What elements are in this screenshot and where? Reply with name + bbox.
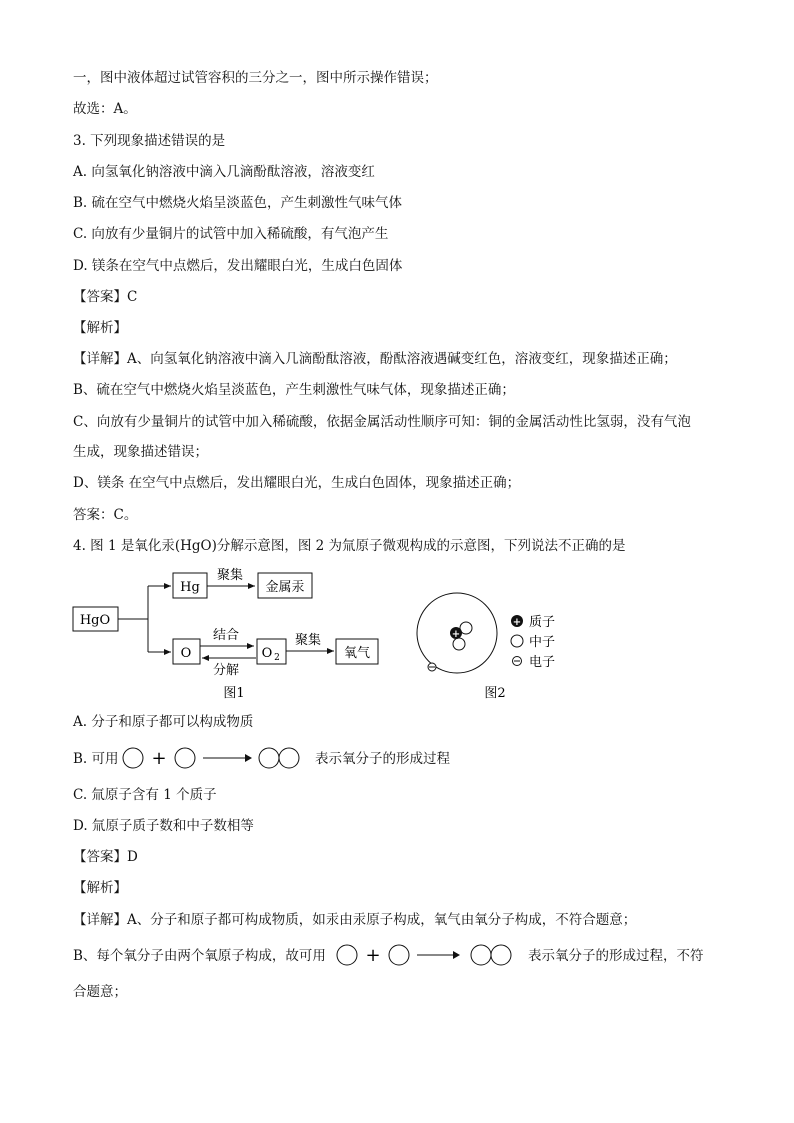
q3-option-d: D. 镁条在空气中点燃后，发出耀眼白光，生成白色固体 bbox=[73, 258, 403, 274]
hgo-label: HgO bbox=[79, 613, 111, 628]
legend-neutron: 中子 bbox=[529, 635, 556, 650]
svg-text:+: + bbox=[512, 617, 522, 628]
q3-option-c: C. 向放有少量铜片的试管中加入稀硫酸，有气泡产生 bbox=[73, 226, 389, 242]
q3-detail-d: D、镁条 在空气中点燃后，发出耀眼白光，生成白色固体，现象描述正确； bbox=[73, 475, 521, 491]
oxygen-formation-figure-1 bbox=[121, 746, 306, 770]
legend-neutron-icon bbox=[511, 635, 523, 647]
q3-detail-c2: 生成，现象描述错误； bbox=[73, 444, 208, 460]
mercury-label: 金属汞 bbox=[265, 580, 305, 595]
gather-label-1: 聚集 bbox=[216, 568, 244, 583]
gather-label-2: 聚集 bbox=[294, 633, 322, 648]
q3-analysis-label: 【解析】 bbox=[73, 320, 127, 336]
q4-analysis-label: 【解析】 bbox=[73, 880, 127, 896]
figure2-caption: 图2 bbox=[484, 686, 506, 701]
q4-answer: 【答案】D bbox=[73, 849, 138, 865]
svg-text:+: + bbox=[451, 629, 461, 640]
text-line-2: 故选：A。 bbox=[73, 101, 137, 117]
svg-text:+: + bbox=[151, 748, 167, 769]
q4-option-a: A. 分子和原子都可以构成物质 bbox=[73, 714, 254, 730]
q3-option-b: B. 硫在空气中燃烧火焰呈淡蓝色，产生刺激性气味气体 bbox=[73, 195, 403, 211]
q4-detail-b-post: 表示氧分子的形成过程，不符 bbox=[528, 948, 704, 964]
q3-final-answer: 答案：C。 bbox=[73, 507, 138, 523]
q4-option-b-pre: B. 可用 bbox=[73, 751, 119, 767]
q3-answer: 【答案】C bbox=[73, 289, 138, 305]
oxygen-formation-figure-2 bbox=[335, 943, 520, 967]
q4-detail-b-line2: 合题意； bbox=[73, 984, 127, 1000]
hg-label: Hg bbox=[180, 580, 200, 595]
svg-text:+: + bbox=[365, 945, 381, 966]
q4-detail-a: 【详解】A、分子和原子都可构成物质，如汞由汞原子构成，氧气由氧分子构成，不符合题意； bbox=[73, 912, 637, 928]
q3-option-a: A. 向氢氧化钠溶液中滴入几滴酚酞溶液，溶液变红 bbox=[73, 164, 375, 180]
q4-title: 4. 图 1 是氧化汞(HgO)分解示意图，图 2 为氚原子微观构成的示意图，下列说法不正确的是 bbox=[73, 538, 626, 554]
decompose-label: 分解 bbox=[212, 663, 240, 678]
combine-label: 结合 bbox=[212, 628, 240, 643]
figure1-caption: 图1 bbox=[223, 686, 245, 701]
o2-subscript: 2 bbox=[274, 653, 280, 663]
q4-option-b-post: 表示氧分子的形成过程 bbox=[315, 751, 450, 767]
legend-electron: 电子 bbox=[529, 655, 556, 670]
figure-hgo-decomposition bbox=[68, 566, 568, 706]
text-line-1: 一，图中液体超过试管容积的三分之一，图中所示操作错误； bbox=[73, 70, 438, 86]
o-label: O bbox=[180, 646, 192, 661]
oxygen-label: 氧气 bbox=[343, 646, 371, 661]
q3-detail-b: B、硫在空气中燃烧火焰呈淡蓝色，产生刺激性气味气体，现象描述正确； bbox=[73, 382, 515, 398]
q4-option-c: C. 氚原子含有 1 个质子 bbox=[73, 787, 217, 803]
q3-detail-a: 【详解】A、向氢氧化钠溶液中滴入几滴酚酞溶液，酚酞溶液遇碱变红色，溶液变红，现象描述正确； bbox=[73, 351, 677, 367]
q3-title: 3. 下列现象描述错误的是 bbox=[73, 133, 226, 149]
q3-detail-c1: C、向放有少量铜片的试管中加入稀硫酸，依据金属活动性顺序可知：铜的金属活动性比氢弱，没有气泡 bbox=[73, 414, 691, 430]
q4-option-d: D. 氚原子质子数和中子数相等 bbox=[73, 818, 254, 834]
q4-detail-b-pre: B、每个氧分子由两个氧原子构成，故可用 bbox=[73, 948, 326, 964]
o2-label: O bbox=[261, 646, 273, 661]
legend-proton: 质子 bbox=[529, 615, 556, 630]
